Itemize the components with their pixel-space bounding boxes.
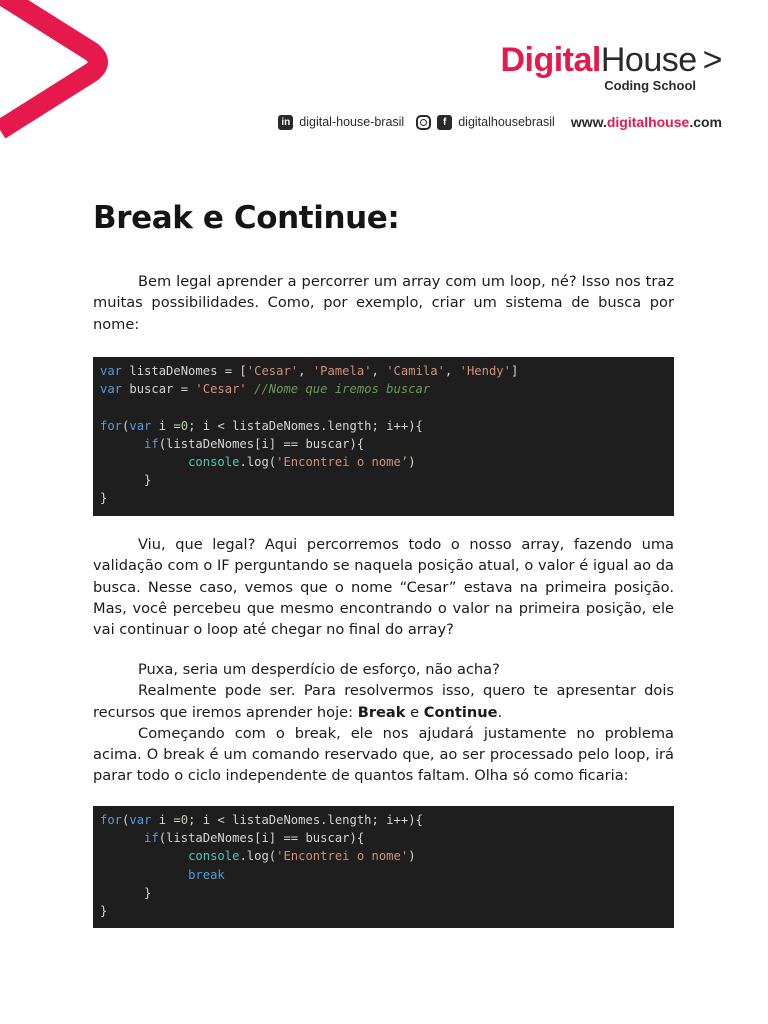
paragraph-group [93, 659, 674, 787]
code-text: , [371, 364, 387, 378]
paragraph-segment: e [405, 703, 424, 721]
code-text: ; i < listaDeNomes.length; i++){ [188, 813, 423, 827]
logo-digital: Digital [500, 41, 601, 79]
code-text: i = [151, 418, 181, 433]
website-link[interactable] [571, 114, 722, 130]
code-string: 'Pamela' [312, 364, 372, 378]
code-number: 0 [180, 418, 189, 433]
paragraph-segment: . [497, 703, 503, 721]
code-text: ] [510, 364, 519, 378]
code-string: 'Encontrei o nome' [276, 849, 409, 864]
code-line: } [100, 491, 108, 506]
code-text: ) [408, 454, 416, 469]
code-text: i = [151, 813, 181, 827]
code-line [100, 417, 667, 435]
code-string: 'Encontrei o nome’ [276, 454, 409, 469]
logo-tagline: Coding School [604, 78, 696, 93]
logo-arrow: > [702, 41, 722, 79]
code-indent [100, 455, 188, 469]
contact-bar [278, 114, 722, 130]
paragraph-text: Começando com o break, ele nos ajudará justamente no problema acima. O break é um comando reservado que, ao ser processado pelo loop, irá parar todo o ciclo independente de quantos faltam. Olha só como ficaria: [93, 724, 674, 785]
code-text: .log( [239, 454, 277, 469]
code-text: .log( [239, 849, 277, 864]
intro-text: Bem legal aprender a percorrer um array com um loop, né? Isso nos traz muitas possibilidades. Como, por exemplo, criar um sistema de busca por nome: [93, 273, 674, 333]
code-line [100, 811, 667, 829]
website-domain: digitalhouse [606, 114, 690, 130]
brand-logo [500, 42, 722, 93]
logo-wordmark [500, 42, 722, 78]
instagram-icon [416, 115, 431, 130]
code-keyword: var [100, 364, 123, 378]
code-line [100, 435, 667, 453]
code-line-blank [100, 398, 667, 416]
logo-house: House [600, 41, 697, 79]
code-line: } [100, 903, 108, 918]
code-number: 0 [180, 813, 189, 827]
code-line [100, 380, 667, 398]
code-text: (listaDeNomes[i] == buscar){ [158, 831, 365, 846]
code-keyword: for [100, 813, 123, 827]
code-text: ( [122, 813, 130, 827]
code-line [100, 847, 667, 865]
paragraph-text: Puxa, seria um desperdício de esforço, não acha? [138, 661, 500, 678]
code-text: (listaDeNomes[i] == buscar){ [158, 436, 365, 451]
social-handle: digitalhousebrasil [458, 115, 555, 129]
code-text [247, 382, 254, 396]
code-text: ( [122, 418, 130, 433]
paragraph-text [93, 680, 674, 723]
facebook-icon: f [437, 115, 452, 130]
code-string: 'Cesar' [195, 382, 247, 397]
code-line [100, 829, 667, 847]
code-string: 'Hendy' [459, 364, 511, 378]
code-text: , [298, 364, 313, 378]
website-prefix: www. [570, 114, 607, 130]
code-indent [100, 437, 144, 451]
code-keyword: var [129, 813, 152, 827]
website-suffix: .com [689, 114, 722, 130]
code-keyword: for [100, 418, 123, 433]
corner-chevron-graphic [0, 0, 110, 140]
paragraph-text: Viu, que legal? Aqui percorremos todo o nosso array, fazendo uma validação com o IF perguntando se naquela posição atual, o valor é igual ao da busca. Nesse caso, vemos que o nome “Cesar” estava na primeira posição. Mas, você percebeu que mesmo encontrando o valor na primeira posição, ele vai continuar o loop até chegar no final do array? [93, 536, 674, 639]
paragraph-2 [93, 534, 674, 640]
code-keyword: var [129, 418, 152, 433]
code-indent [100, 831, 144, 845]
code-keyword: var [100, 382, 123, 397]
code-line: } [100, 885, 152, 900]
code-object: console [188, 454, 240, 469]
code-block-1 [93, 357, 674, 516]
code-comment: //Nome que iremos buscar [254, 382, 431, 397]
code-line: } [100, 473, 152, 488]
code-text: , [444, 364, 460, 378]
code-line [100, 866, 667, 884]
code-text: ; i < listaDeNomes.length; i++){ [188, 418, 423, 433]
code-block-2 [93, 806, 674, 928]
linkedin-handle: digital-house-brasil [299, 115, 405, 129]
page-title: Break e Continue: [93, 200, 400, 236]
keyword-break: Break [357, 703, 406, 721]
code-string: 'Camila' [386, 364, 445, 378]
code-text: buscar = [122, 382, 196, 397]
linkedin-icon: in [278, 115, 293, 130]
code-string: 'Cesar' [246, 364, 299, 378]
code-keyword: if [144, 436, 159, 451]
code-indent [100, 849, 188, 863]
code-keyword: break [188, 867, 225, 882]
code-line [100, 453, 667, 471]
code-text: listaDeNomes = [ [122, 364, 247, 378]
code-indent [100, 868, 188, 882]
code-keyword: if [144, 831, 159, 846]
paragraph-segment: Realmente pode ser. Para resolvermos isso, quero te apresentar dois recursos que iremos aprender hoje: [93, 682, 674, 721]
intro-paragraph [93, 271, 674, 335]
code-object: console [188, 849, 240, 864]
code-text: ) [408, 849, 416, 864]
keyword-continue: Continue [423, 703, 498, 721]
code-line [100, 362, 667, 380]
